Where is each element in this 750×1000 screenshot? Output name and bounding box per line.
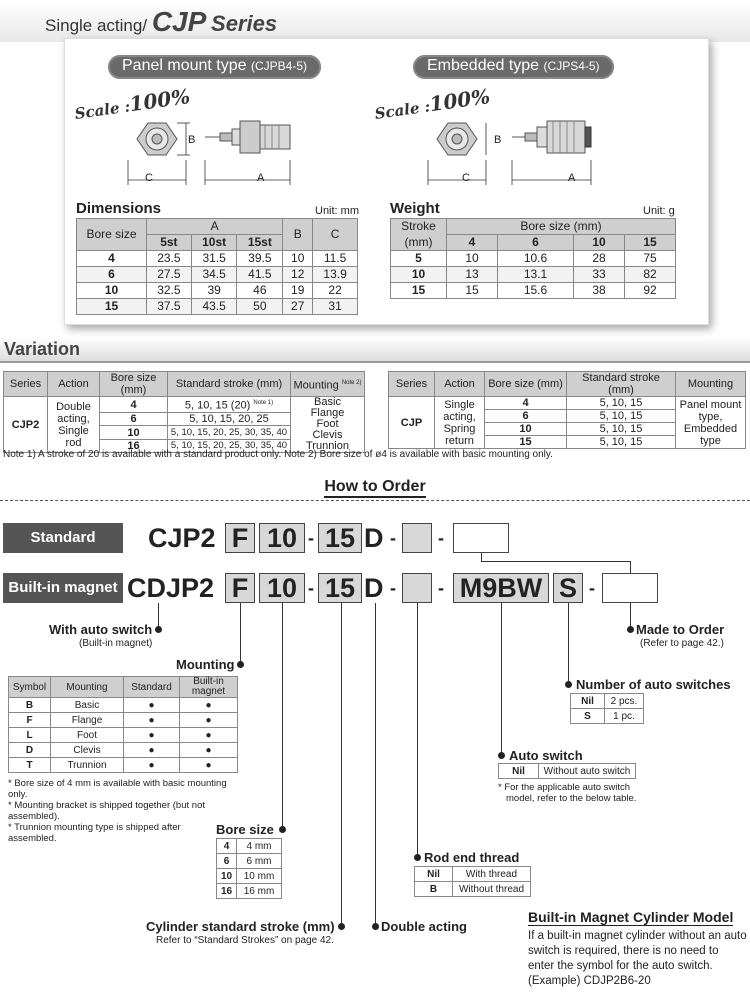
leader-dot [498,752,505,759]
magnet-mto-box [602,573,658,603]
number-of-switches-caption: Number of auto switches [576,677,731,692]
leader-dot [338,923,345,930]
panel-mount-pill: Panel mount type (CJPB4-5) [108,55,321,79]
bim-text: If a built-in magnet cylinder without an auto switch is required, there is no need to enter the symbol for the auto switch. (Example) CDJP2B6-20 [528,930,747,987]
mounting-table: Symbol Mounting Standard Built-in magnet B Basic ● ● F Flange ● ● L Foot ● ● D Clevis ● ● T Trunnion ● ● [8,676,238,773]
leader-dot [372,923,379,930]
double-acting-caption: Double acting [381,919,467,934]
magnet-mount-box: F [225,573,255,603]
auto-switch-caption: Auto switch [509,748,583,763]
variation-table-cjp: Series Action Bore size (mm) Standard stroke (mm) Mounting CJP Single acting, Spring return 4 5, 10, 15 Panel mount type, Embedded type 6 5, 10, 15 10 5, 10, 15 15 5, 10, 15 [388,371,746,449]
auto-switch-table: Nil Without auto switch [498,763,636,779]
table-row: 15 37.5 43.5 50 27 31 [77,299,358,315]
leader-dot [414,854,421,861]
how-to-order-title: How to Order [0,478,750,496]
dimensions-title: Dimensions [76,200,162,217]
standard-rod-box [402,523,432,553]
page-title: Single acting/ CJP Series [45,6,278,37]
table-row: 15 15 15.6 38 92 [391,283,676,299]
mounting-caption: Mounting [176,657,235,672]
magnet-prefix: CDJP2 [127,573,215,603]
table-row: 6 27.5 34.5 41.5 12 13.9 [77,267,358,283]
magnet-rod-box [402,573,432,603]
dimensions-table: Bore size A B C 5st 10st 15st 4 23.5 31.5 39.5 10 11.5 6 27.5 34.5 41.5 12 13.9 10 32.5 39 46 19 22 15 37.5 43.5 50 27 31 [76,218,358,315]
series-word: Series [211,11,278,36]
table-row: 4 23.5 31.5 39.5 10 11.5 [77,251,358,267]
dimensions-unit: Unit: mm [315,205,359,217]
dim-label-c-right: C [462,172,470,184]
standard-bore-box: 10 [259,523,305,553]
cylinder-stroke-caption: Cylinder standard stroke (mm) [146,919,335,934]
series-name: CJP [151,6,207,37]
magnet-switch-box: M9BW [453,573,549,603]
table-row: 10 32.5 39 46 19 22 [77,283,358,299]
mounting-notes: * Bore size of 4 mm is available with basic mounting only. * Mounting bracket is shipped together (but not assembled). * Trunnion mounting type is shipped after assembled. [8,778,227,844]
scale-label-left: Scale :100% [73,84,192,123]
dim-label-a-right: A [568,172,576,184]
bore-size-table: 4 4 mm 6 6 mm 10 10 mm 16 16 mm [216,838,282,899]
standard-prefix: CJP2 [148,523,216,553]
built-in-magnet-label: Built-in magnet [3,573,123,603]
standard-mount-box: F [225,523,255,553]
dim-label-a: A [257,172,265,184]
dim-label-c: C [145,172,153,184]
weight-table: Stroke Bore size (mm) (mm) 4 6 10 15 5 10 10.6 28 75 10 13 13.1 33 82 15 15 15.6 38 92 [390,218,676,299]
leader-dot [279,826,286,833]
rod-end-caption: Rod end thread [424,850,520,865]
embedded-drawing [420,115,630,195]
weight-unit: Unit: g [643,205,675,217]
dim-label-b-right: B [494,134,502,146]
variation-band [0,337,750,363]
variation-table-cjp2: Series Action Bore size (mm) Standard stroke (mm) Mounting $^{Note 2)}$ CJP2 Double acting, Single rod 4 5, 10, 15 (20) $^{Note 1)}$ Basic Flange Foot Clevis Trunnion 6 5, 10, 15, 20, 25 10 5, 10, 15, 20, 25, 30, 35, 40 16 5, 10, 15, 20, 25, 30, 35, 40 [3,371,365,453]
bim-title: Built-in Magnet Cylinder Model [528,909,734,925]
with-auto-switch-caption: With auto switch [49,622,153,637]
table-row: 10 13 13.1 33 82 [391,267,676,283]
standard-mto-box [453,523,509,553]
leader-dot [237,661,244,668]
variation-notes: Note 1) A stroke of 20 is available with a standard product only. Note 2) Bore size of ø4 is available with basic mounting only. [3,449,553,460]
leader-dot [155,626,162,633]
magnet-stroke-box: 15 [318,573,362,603]
leader-dot [627,626,634,633]
standard-action: D [364,523,384,553]
variation-title: Variation [4,339,81,359]
table-row: 5 10 10.6 28 75 [391,251,676,267]
bore-size-caption: Bore size [216,822,274,837]
magnet-action: D [364,573,384,603]
scale-label-right: Scale :100% [373,84,492,123]
embedded-pill: Embedded type (CJPS4-5) [413,55,614,79]
made-to-order-caption: Made to Order [636,622,725,637]
magnet-bore-box: 10 [259,573,305,603]
number-of-switches-table: Nil 2 pcs. S 1 pc. [570,693,644,724]
standard-stroke-box: 15 [318,523,362,553]
rod-end-table: Nil With thread B Without thread [414,866,531,897]
weight-title: Weight [390,200,440,217]
leader-dot [565,681,572,688]
auto-switch-note: * For the applicable auto switch model, refer to the below table. [498,782,637,804]
magnet-count-box: S [553,573,583,603]
divider [0,500,750,501]
dim-label-b: B [188,134,196,146]
standard-label: Standard [3,523,123,553]
